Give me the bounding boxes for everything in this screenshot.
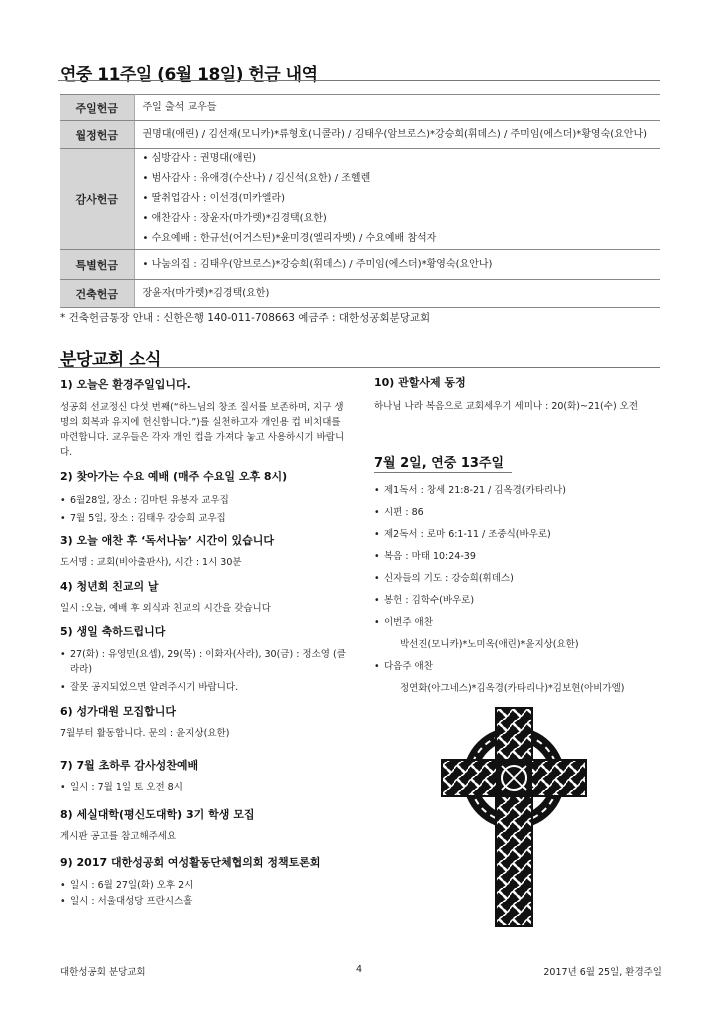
- news-body: 도서명 : 교회(비아출판사), 시간 : 1시 30분: [60, 557, 242, 568]
- news-title: 1) 오늘은 환경주일입니다.: [60, 378, 191, 391]
- list-item: • 수요예배 : 한규선(어거스틴)*윤미경(엘리자벳) / 수요예배 참석자: [143, 229, 653, 249]
- news-item-5: [60, 625, 350, 695]
- list-item: • 일시 : 7월 1일 토 오전 8시: [60, 781, 350, 795]
- footer-date: 2017년 6월 25일, 환경주일: [543, 967, 662, 978]
- news-title: 3) 오늘 애찬 후 ‘독서나눔’ 시간이 있습니다: [60, 534, 275, 547]
- news-title: 9) 2017 대한성공회 여성활동단체협의회 정책토론회: [60, 856, 321, 869]
- list-item: • 일시 : 6월 27일(화) 오후 2시: [60, 878, 350, 894]
- news-item-8: [60, 808, 350, 844]
- list-item: • 7월 5일, 장소 : 김태우 강승희 교우집: [60, 510, 350, 528]
- row-value: 권명대(애린) / 김선재(모니카)*류형호(니콜라) / 김태우(암브로스)*강승희(휘데스) / 주미임(에스더)*황영숙(요안나): [134, 121, 660, 149]
- news-left-column: [60, 378, 350, 918]
- page-number: 4: [356, 964, 363, 975]
- section-title-offering: 연중 11주일 (6월 18일) 헌금 내역: [60, 65, 318, 85]
- news-title: 8) 세실대학(평신도대학) 3기 학생 모집: [60, 808, 255, 821]
- row-label: 감사헌금: [60, 149, 134, 250]
- list-item: • 잘못 공지되었으면 알려주시기 바랍니다.: [60, 680, 350, 695]
- row-value: [134, 149, 660, 250]
- section-title-news: 분당교회 소식: [60, 350, 161, 370]
- news-item-6: [60, 705, 350, 741]
- list-item: • 일시 : 서울대성당 프란시스홀: [60, 894, 350, 910]
- list-item: • 제2독서 : 로마 6:1-11 / 조중식(바우로): [374, 524, 664, 546]
- news-body: 게시판 공고를 참고해주세요: [60, 831, 177, 842]
- news-item-1: [60, 378, 350, 460]
- news-title: 6) 성가대원 모집합니다: [60, 705, 176, 718]
- table-row: [60, 121, 660, 149]
- news-item-2: [60, 470, 350, 528]
- news-item-7: [60, 759, 350, 795]
- table-row: [60, 250, 660, 280]
- lectionary-title: 7월 2일, 연중 13주일: [374, 456, 505, 471]
- section-rule: [58, 367, 660, 368]
- this-week-agape: 박선진(모니카)*노미옥(애린)*윤지상(요한): [400, 639, 579, 650]
- section-rule: [58, 80, 660, 81]
- news-title: 10) 관할사제 동정: [374, 376, 466, 389]
- list-item: • 27(화) : 유영민(요셉), 29(목) : 이화자(사라), 30(금) : 정소영 (클라라): [60, 647, 350, 677]
- news-body: 7월부터 활동합니다. 문의 : 윤지상(요한): [60, 728, 230, 739]
- list-item: • 신자들의 기도 : 강승희(휘데스): [374, 568, 664, 590]
- news-body: 성공회 선교정신 다섯 번째(“하느님의 창조 질서를 보존하며, 지구 생명의 회복과 유지에 헌신합니다.”)를 실천하고자 개인용 컵 비치대를 마련합니다. 교우들은 각자 개인 컵을 가져다 놓고 사용하시기 바랍니다.: [60, 402, 345, 458]
- lectionary-list: [374, 480, 664, 700]
- row-label: 특별헌금: [60, 250, 134, 280]
- celtic-cross-icon: [440, 706, 588, 928]
- table-row: [60, 95, 660, 121]
- building-fund-note: * 건축헌금통장 안내 : 신한은행 140-011-708663 예금주 : 대한성공회분당교회: [60, 312, 431, 324]
- list-item: • 이번주 애찬: [374, 612, 664, 634]
- table-row: [60, 280, 660, 308]
- news-item-4: [60, 580, 350, 616]
- list-item: • 제1독서 : 창세 21:8-21 / 김옥경(카타리나): [374, 480, 664, 502]
- row-label: 주일헌금: [60, 95, 134, 121]
- news-title: 5) 생일 축하드립니다: [60, 625, 166, 638]
- row-value: 주일 출석 교우들: [134, 95, 660, 121]
- thanks-offering-list: [143, 149, 653, 249]
- list-item: • 범사감사 : 유애경(수산나) / 김신석(요한) / 조헬렌: [143, 169, 653, 189]
- news-body: 일시 :오늘, 예배 후 외식과 친교의 시간을 갖습니다: [60, 603, 271, 614]
- news-body: 하나님 나라 복음으로 교회세우기 세미나 : 20(화)~21(수) 오전: [374, 401, 639, 412]
- list-item: • 애찬감사 : 장윤자(마가렛)*김경택(요한): [143, 209, 653, 229]
- row-label: 건축헌금: [60, 280, 134, 308]
- list-item: • 시편 : 86: [374, 502, 664, 524]
- next-week-agape: 정연화(아그네스)*김옥경(카타리나)*김보현(아비가엘): [400, 683, 625, 694]
- news-item-3: [60, 534, 350, 570]
- lectionary-rule: [374, 472, 512, 473]
- row-value: 장윤자(마가렛)*김경택(요한): [134, 280, 660, 308]
- list-item: • 심방감사 : 권명대(애린): [143, 149, 653, 169]
- list-item: • 봉헌 : 김학수(바우로): [374, 590, 664, 612]
- list-item: • 다음주 애찬: [374, 656, 664, 678]
- news-item-10: [374, 376, 664, 426]
- news-title: 4) 청년회 친교의 날: [60, 580, 159, 593]
- row-value: [134, 250, 660, 280]
- news-title: 2) 찾아가는 수요 예배 (매주 수요일 오후 8시): [60, 470, 288, 483]
- table-row: [60, 149, 660, 250]
- list-item: • 복음 : 마태 10:24-39: [374, 546, 664, 568]
- offering-table: [60, 94, 660, 308]
- list-item: • 딸취업감사 : 이선경(미카엘라): [143, 189, 653, 209]
- list-item: • 6월28일, 장소 : 김마틴 유봉자 교우집: [60, 492, 350, 510]
- news-title: 7) 7월 초하루 감사성찬예배: [60, 759, 199, 772]
- row-label: 월정헌금: [60, 121, 134, 149]
- list-item: • 나눔의집 : 김태우(암브로스)*강승희(휘데스) / 주미임(에스더)*황영숙(요안나): [143, 255, 653, 275]
- news-item-9: [60, 856, 350, 910]
- footer-church-name: 대한성공회 분당교회: [60, 967, 146, 978]
